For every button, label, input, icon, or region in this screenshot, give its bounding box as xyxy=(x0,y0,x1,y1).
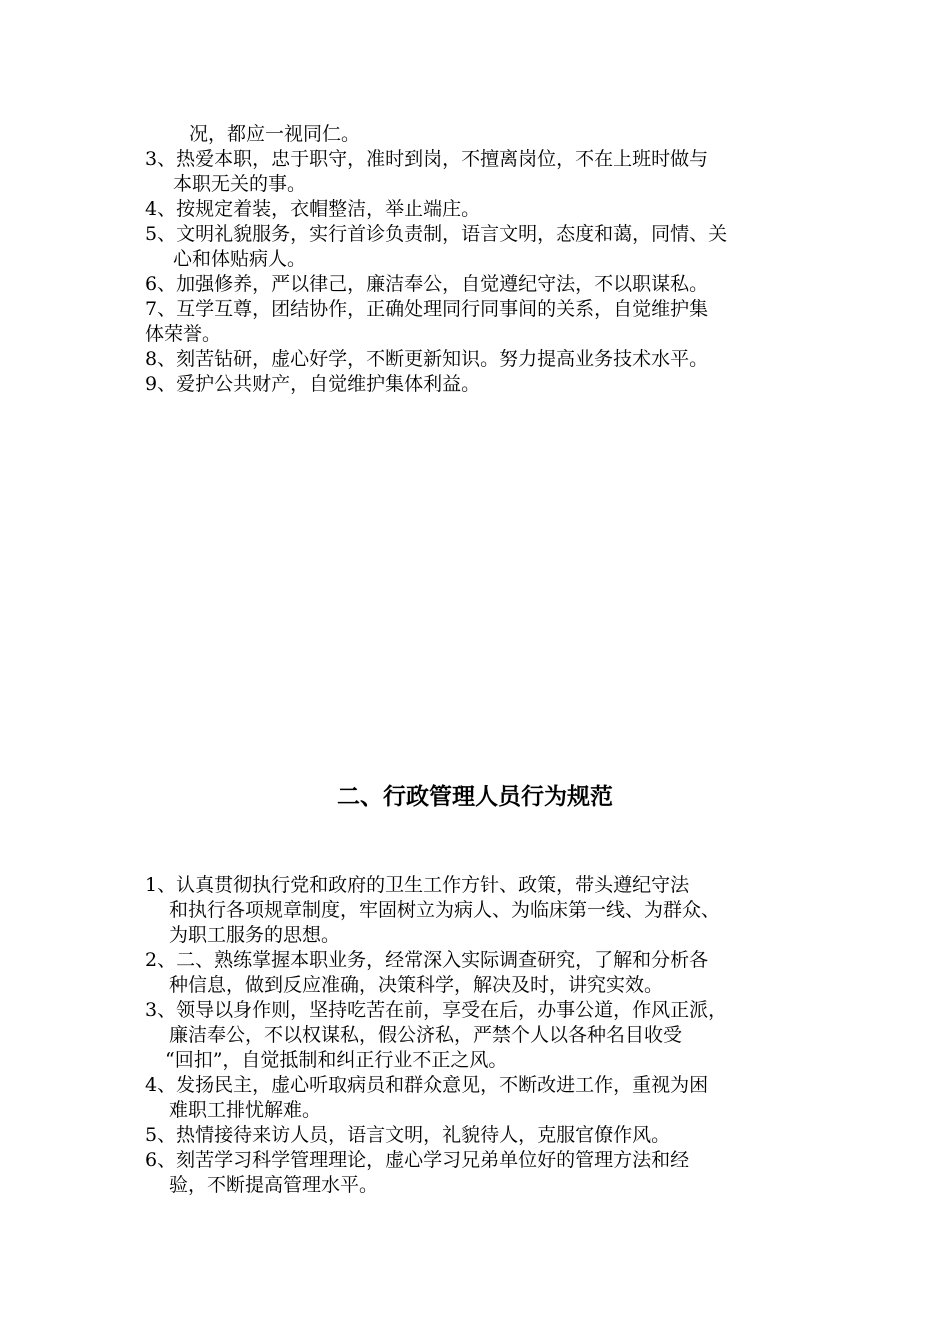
list-item-6: 6、刻苦学习科学管理理论，虚心学习兄弟单位好的管理方法和经 xyxy=(145,1149,690,1171)
list-item-5: 5、文明礼貌服务，实行首诊负责制，语言文明，态度和蔼，同情、关 xyxy=(145,223,728,245)
text-line: 本职无关的事。 xyxy=(173,173,307,195)
list-item-1: 1、认真贯彻执行党和政府的卫生工作方针、政策，带头遵纪守法 xyxy=(145,874,690,896)
section1-body xyxy=(145,122,795,397)
section2-heading: 二、行政管理人员行为规范 xyxy=(337,784,613,810)
text-line: 和执行各项规章制度，牢固树立为病人、为临床第一线、为群众、 xyxy=(169,899,721,921)
text-line: “回扣”，自觉抵制和纠正行业不正之风。 xyxy=(165,1049,508,1071)
list-item-3: 3、热爱本职，忠于职守，准时到岗，不擅离岗位，不在上班时做与 xyxy=(145,148,709,170)
list-item-4: 4、按规定着装，衣帽整洁，举止端庄。 xyxy=(145,198,481,220)
list-item-4: 4、发扬民主，虚心听取病员和群众意见，不断改进工作，重视为困 xyxy=(145,1074,709,1096)
text-line: 难职工排忧解难。 xyxy=(169,1099,322,1121)
text-line: 心和体贴病人。 xyxy=(173,248,307,270)
text-line: 廉洁奉公，不以权谋私，假公济私，严禁个人以各种名目收受 xyxy=(169,1024,683,1046)
text-line: 况，都应一视同仁。 xyxy=(189,123,361,145)
list-item-7: 7、互学互尊，团结协作，正确处理同行同事间的关系，自觉维护集 xyxy=(145,298,709,320)
list-item-3: 3、领导以身作则，坚持吃苦在前，享受在后，办事公道，作风正派， xyxy=(145,999,728,1021)
list-item-2: 2、二、熟练掌握本职业务，经常深入实际调查研究，了解和分析各 xyxy=(145,949,709,971)
list-item-9: 9、爱护公共财产，自觉维护集体利益。 xyxy=(145,373,481,395)
list-item-6: 6、加强修养，严以律己，廉洁奉公，自觉遵纪守法，不以职谋私。 xyxy=(145,273,709,295)
section2-body xyxy=(145,873,795,1198)
text-line: 体荣誉。 xyxy=(145,323,222,345)
text-line: 种信息，做到反应准确，决策科学，解决及时，讲究实效。 xyxy=(169,974,664,996)
text-line: 为职工服务的思想。 xyxy=(169,924,341,946)
list-item-5: 5、热情接待来访人员，语言文明，礼貌待人，克服官僚作风。 xyxy=(145,1124,671,1146)
list-item-8: 8、刻苦钻研，虚心好学，不断更新知识。努力提高业务技术水平。 xyxy=(145,348,709,370)
text-line: 验，不断提高管理水平。 xyxy=(169,1174,379,1196)
